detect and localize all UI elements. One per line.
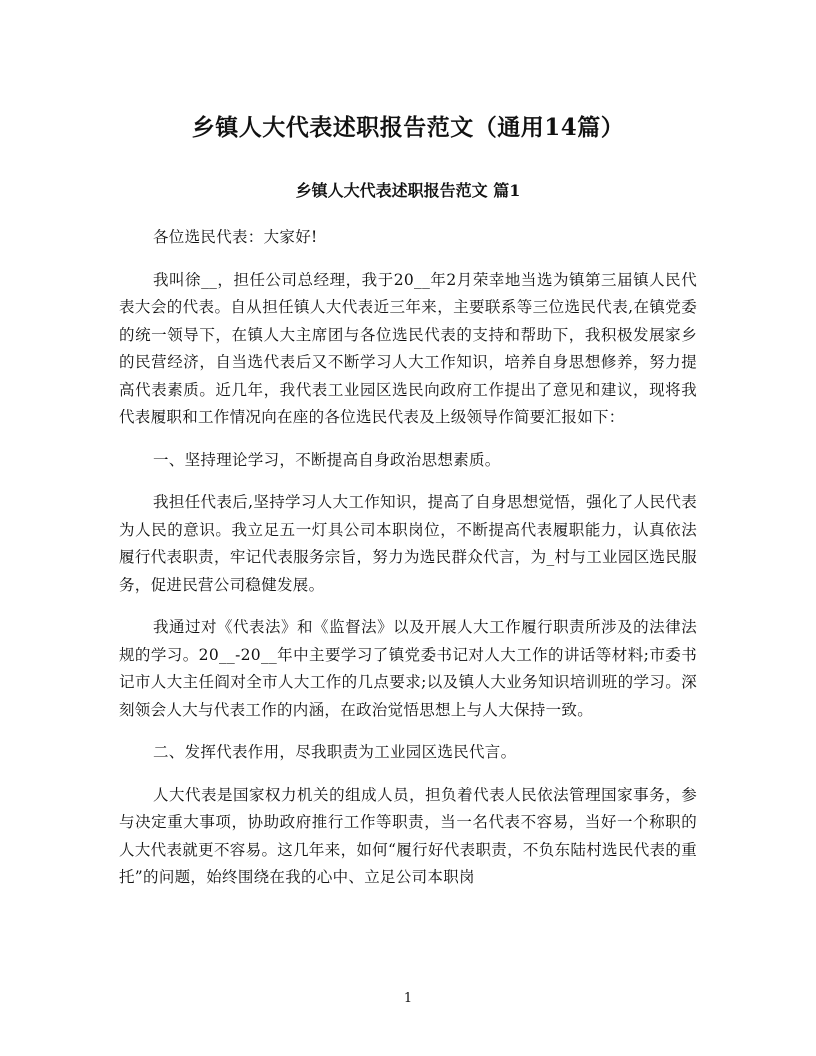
body-paragraph: 我通过对《代表法》和《监督法》以及开展人大工作履行职责所涉及的法律法规的学习。20__-20__年中主要学习了镇党委书记对人大工作的讲话等材料;市委书记市人大主任阎对全市人大工作的几点要求;以及镇人大业务知识培训班的学习。深刻领会人大与代表工作的内涵，在政治觉悟思想上与人大保持一致。 <box>119 618 697 719</box>
intro-paragraph: 我叫徐__，担任公司总经理，我于20__年2月荣幸地当选为镇第三届镇人民代表大会的代表。自从担任镇人大代表近三年来，主要联系等三位选民代表,在镇党委的统一领导下，在镇人大主席团与各位选民代表的支持和帮助下，我积极发展家乡的民营经济，自当选代表后又不断学习人大工作知识，培养自身思想修养，努力提高代表素质。近几年，我代表工业园区选民向政府工作提出了意见和建议，现将我代表履职和工作情况向在座的各位选民代表及上级领导作简要汇报如下： <box>119 270 697 426</box>
page-number: 1 <box>403 991 413 1006</box>
greeting-paragraph: 各位选民代表：大家好! <box>153 228 318 246</box>
section-title: 乡镇人大代表述职报告范文 篇1 <box>295 181 521 200</box>
body-paragraph: 人大代表是国家权力机关的组成人员，担负着代表人民依法管理国家事务，参与决定重大事项，协助政府推行工作等职责，当一名代表不容易，当好一个称职的人大代表就更不容易。这几年来，如何“履行好代表职责，不负东陆村选民代表的重托”的问题，始终围绕在我的心中、立足公司本职岗 <box>119 785 697 886</box>
document-body <box>119 224 697 907</box>
heading-paragraph-1: 一、坚持理论学习，不断提高自身政治思想素质。 <box>153 450 501 469</box>
document-title: 乡镇人大代表述职报告范文（通用14篇） <box>191 114 625 141</box>
heading-paragraph-2: 二、发挥代表作用，尽我职责为工业园区选民代言。 <box>153 743 517 761</box>
body-paragraph: 我担任代表后,坚持学习人大工作知识，提高了自身思想觉悟，强化了人民代表为人民的意识。我立足五一灯具公司本职岗位，不断提高代表履职能力，认真依法履行代表职责，牢记代表服务宗旨，努力为选民群众代言，为_村与工业园区选民服务，促进民营公司稳健发展。 <box>119 493 697 594</box>
